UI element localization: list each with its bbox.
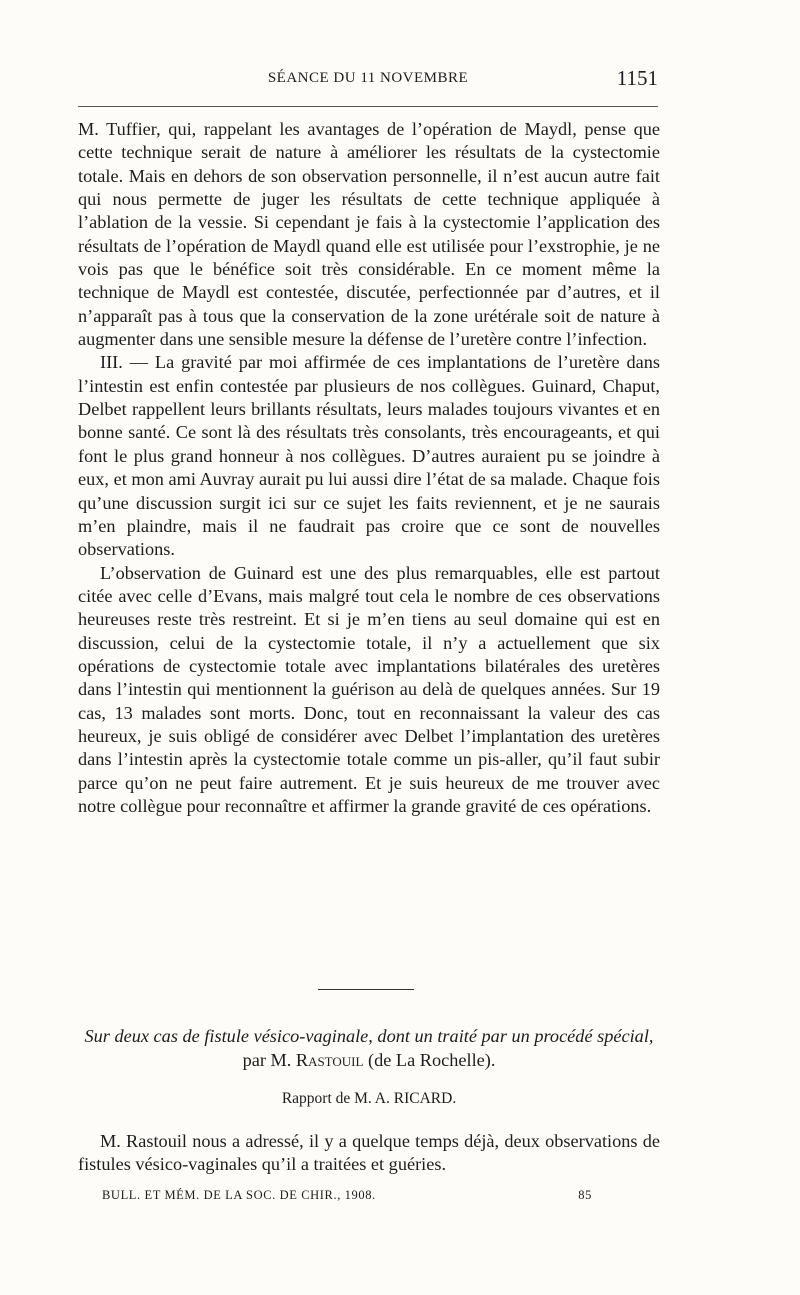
article-author: Rastouil bbox=[295, 1050, 364, 1070]
running-title: SÉANCE DU 11 NOVEMBRE bbox=[267, 70, 469, 86]
body-text bbox=[78, 118, 660, 818]
article-title-by: par M. bbox=[242, 1050, 296, 1070]
article-title-text: Sur deux cas de fistule vésico-vaginale, dont un traité par un procédé spécial, bbox=[84, 1026, 654, 1046]
running-header bbox=[78, 66, 658, 94]
paragraph-2: III. — La gravité par moi affirmée de ces implantations de l’uretère dans l’intestin est enfin contestée par plusieurs de nos collègues. Guinard, Chaput, Delbet rappellent leurs brillants résultats, leurs malades toujours vivantes et en bonne santé. Ce sont là des résultats très consolants, très encourageants, et qui font le plus grand honneur à nos collègues. D’autres auraient pu se joindre à eux, et mon ami Auvray aurait pu lui aussi dire l’état de sa malade. Chaque fois qu’une discussion surgit ici sur ce sujet les faits reviennent, et je ne saurais m’en plaindre, mais il ne faudrait pas croire que ce sont de nouvelles observations. bbox=[78, 352, 660, 560]
section-divider bbox=[318, 989, 414, 990]
article-first-paragraph: M. Rastouil nous a adressé, il y a quelque temps déjà, deux observations de fistules vésico-vaginales qu’il a traitées et guéries. bbox=[78, 1131, 660, 1175]
article-title bbox=[78, 1024, 660, 1072]
paragraph-1: M. Tuffier, qui, rappelant les avantages de l’opération de Maydl, pense que cette technique serait de nature à améliorer les résultats de la cystectomie totale. Mais en dehors de son observation personnelle, il n’est aucun autre fait qui nous permette de juger les résultats de cette technique appliquée à l’ablation de la vessie. Si cependant je fais à la cystectomie l’application des résultats de l’opération de Maydl quand elle est utilisée pour l’exstrophie, je ne vois pas que le bénéfice soit très considérable. En ce moment même la technique de Maydl est contestée, discutée, perfectionnée par d’autres, et il n’apparaît pas à tous que la conservation de la zone urétérale soit de nature à augmenter dans une sensible mesure la défense de l’uretère contre l’infection. bbox=[78, 119, 660, 350]
header-rule bbox=[78, 106, 658, 107]
report-line: Rapport de M. A. RICARD. bbox=[281, 1090, 457, 1107]
page-number: 1151 bbox=[616, 66, 658, 90]
footer-signature-number: 85 bbox=[578, 1188, 592, 1202]
paragraph-3: L’observation de Guinard est une des plus remarquables, elle est partout citée avec celle d’Evans, mais malgré tout cela le nombre de ces observations heureuses reste très restreint. Et si je m’en tiens au seul domaine qui est en discussion, celui de la cystectomie totale, il n’y a actuellement que six opérations de cystectomie totale avec implantations bilatérales des uretères dans l’intestin qui mentionnent la guérison au delà de quelques années. Sur 19 cas, 13 malades sont morts. Donc, tout en reconnaissant la valeur des cas heureux, je suis obligé de considérer avec Delbet l’implantation des uretères dans l’intestin après la cystectomie totale comme un pis-aller, qu’il faut subir parce qu’on ne peut faire autrement. Et je suis heureux de me trouver avec notre collègue pour reconnaître et affirmer la grande gravité de ces opérations. bbox=[78, 562, 660, 816]
footer-citation: BULL. ET MÉM. DE LA SOC. DE CHIR., 1908. bbox=[102, 1188, 376, 1202]
page-footer bbox=[102, 1188, 592, 1206]
article-first-paragraph-block bbox=[78, 1130, 660, 1177]
article-author-location: (de La Rochelle). bbox=[363, 1050, 496, 1070]
